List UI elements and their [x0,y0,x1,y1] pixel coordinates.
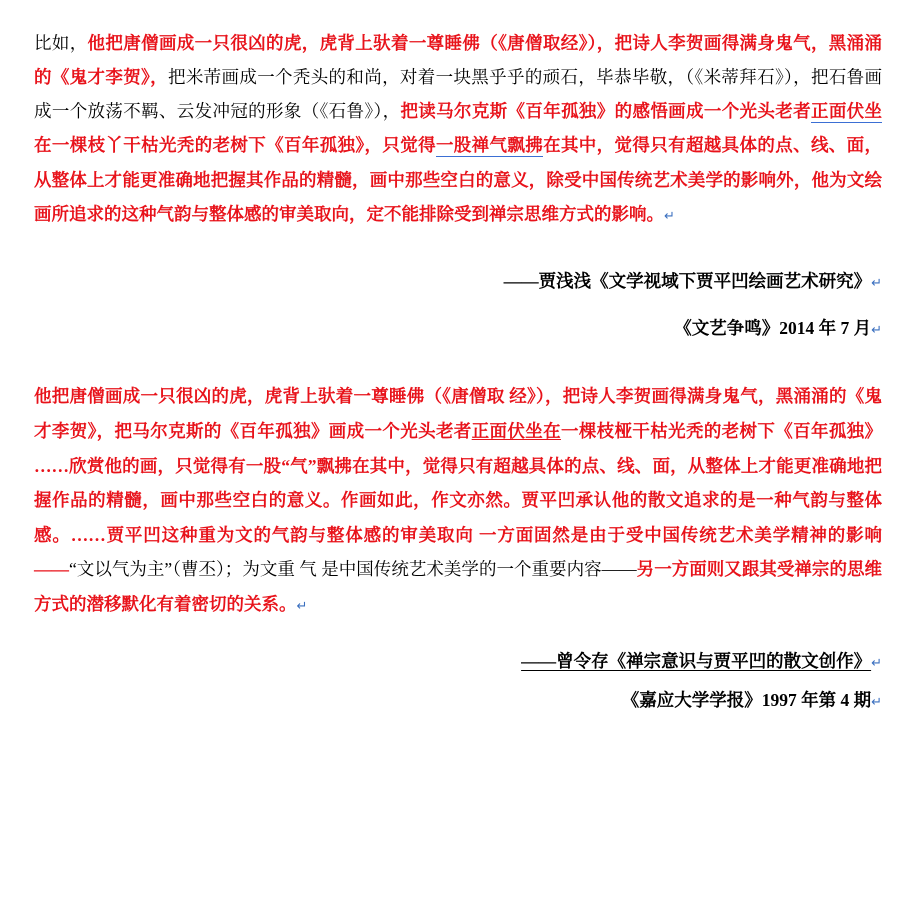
attribution-4 [34,687,882,712]
paragraph-1-black-run-1: 把米芾画成一个秃头的和尚，对着一块黑乎乎的顽石，毕恭毕敬，（《米蒂拜石》），把石鲁画成一个放荡不羁、云发冲冠的形象（《石鲁》）， [34,67,882,122]
attribution-3-text: ——曾令存《禅宗意识与贾平凹的散文创作》 [521,650,872,671]
paragraph-1-red-run-2b: 在一棵枝丫干枯光秃的老树下《百年孤独》，只觉得 [34,135,436,156]
paragraph-mark-icon: ↵ [296,598,308,614]
paragraph-2-red-run-2: 一棵枝桠干枯光秃的老树下《百年孤独》 ……欣赏他的画，只觉得有一股“气”飘拂在其中，觉得只有超越具体的点、线、面，从整体上才能更准确地把握作品的精髓，画中那些空白的意义。作画如此，作文亦然。贾平凹承认他的散文追求的是一种气韵与整体感。……贾平凹这种重为文的气韵与整体感的审美取向 一方面固然是由于受中国传统艺术美学精神的影响—— [34,420,883,580]
spacer-3 [34,345,882,379]
paragraph-2-red-run-1: 他把唐僧画成一只很凶的虎，虎背上驮着一尊睡佛（《唐僧取 经》），把诗人李贺画得满身鬼气，黑涌涌的《鬼才李贺》，把马尔克斯的《百年孤独》画成一个光头老者 [34,386,882,441]
spacer-2 [34,298,882,312]
paragraph-2-red-run-3: 另一方面则又跟其受禅宗的思维方式的潜移默化有着密切的关系。 [34,559,882,615]
paragraph-mark-icon: ↵ [664,207,675,223]
paragraph-1-text-intro: 比如， [34,33,88,53]
attribution-3 [34,648,882,673]
paragraph-mark-icon: ↵ [871,654,882,670]
paragraph-mark-icon: ↵ [871,693,882,709]
spacer-4 [34,622,882,648]
spacer-1 [34,231,882,265]
paragraph-mark-icon: ↵ [871,274,882,290]
paragraph-1-red-run-1: 他把唐僧画成一只很凶的虎，虎背上驮着一尊睡佛（《唐僧取经》），把诗人李贺画得满身鬼气，黑涌涌的《鬼才李贺》， [34,33,882,88]
paragraph-2 [34,379,882,621]
spacer-5 [34,673,882,687]
attribution-1-text: ——贾浅浅《文学视域下贾平凹绘画艺术研究》 [503,270,872,291]
paragraph-1-underlined-phrase-2: 一股禅气飘拂 [435,135,544,156]
paragraph-mark-icon: ↵ [871,322,882,337]
paragraph-2-underlined-phrase: 正面伏坐在 [471,420,561,441]
paragraph-2-black-run: “文以气为主”（曹丕）；为文重 气 是中国传统艺术美学的一个重要内容—— [69,559,637,580]
paragraph-1-red-run-2a: 把读马尔克斯《百年孤独》的感悟画成一个光头老者 [400,101,811,122]
attribution-4-text: 《嘉应大学学报》1997 年第 4 期 [621,689,872,710]
paragraph-1 [34,26,882,231]
paragraph-1-underlined-phrase-1: 正面伏坐 [810,101,883,122]
attribution-1 [34,265,882,298]
paragraph-1-red-run-2c: 在其中，觉得只有超越具体的点、线、面，从整体上才能更准确地把握其作品的精髓，画中那些空白的意义，除受中国传统艺术美学的影响外，他为文绘画所追求的这种气韵与整体感的审美取向，定不能排除受到禅宗思维方式的影响。 [34,135,883,224]
attribution-2-text: 《文艺争鸣》2014 年 7 月 [674,318,872,338]
attribution-2 [34,312,882,345]
